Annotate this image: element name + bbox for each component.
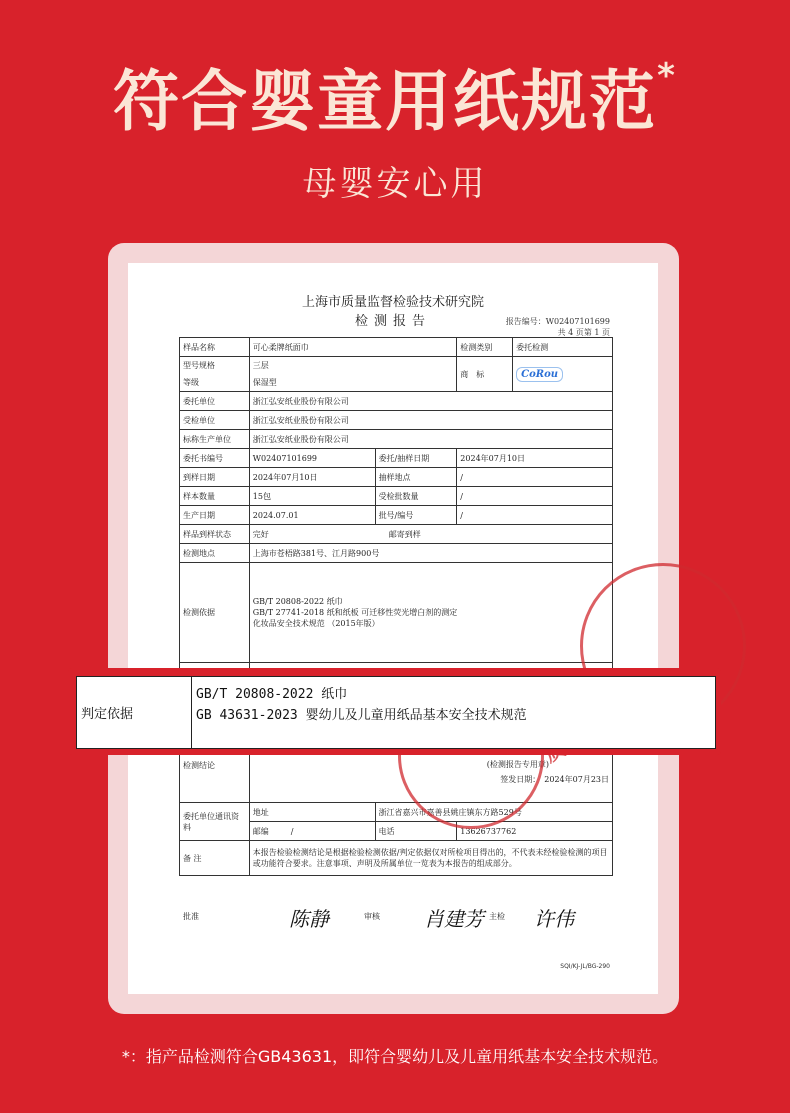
headline: [0, 48, 790, 143]
arrival-date-label: 到样日期: [180, 468, 250, 487]
state-label: 样品到样状态: [180, 525, 250, 544]
sample-name-label: 样品名称: [180, 338, 250, 357]
commission-no-label: 委托书编号: [180, 449, 250, 468]
issue-date: 签发日期： 2024年07月23日: [500, 775, 609, 784]
basis-cell: [249, 563, 612, 663]
client-value: 浙江弘安纸业股份有限公司: [249, 392, 612, 411]
review-signature: 肖建芳: [424, 907, 484, 931]
sample-qty: 15包: [249, 487, 375, 506]
state-cell: [249, 525, 612, 544]
location-label: 检测地点: [180, 544, 250, 563]
commission-no: W02407101699: [249, 449, 375, 468]
basis-line-2: GB/T 27741-2018 纸和纸板 可迁移性荧光增白剂的测定: [252, 608, 458, 617]
producer-label: 标称生产单位: [180, 430, 250, 449]
batch-qty-label: 受检批数量: [375, 487, 457, 506]
remark-value: 本报告检验检测结论是根据检验检测依据/判定依据仅对所检项目得出的，不代表未经检验检测的项目或功能符合要求。注意事项、声明及所属单位一览表为本报告的组成部分。: [249, 841, 612, 876]
subhead: 母婴安心用: [302, 164, 488, 204]
conclusion-label: 检测结论: [180, 728, 250, 803]
main-inspector-label: 主检: [489, 912, 505, 921]
test-type: 委托检测: [513, 338, 613, 357]
main-inspector-signature: 许伟: [534, 907, 574, 931]
headline-text: 符合婴童用纸规范: [113, 63, 658, 140]
grade-value: 保湿型: [252, 378, 277, 387]
basis-label: 检测依据: [180, 563, 250, 663]
review-label: 审核: [364, 912, 380, 921]
remark-label: 备 注: [180, 841, 250, 876]
postcode-value: /: [290, 826, 294, 836]
approve-signature: 陈静: [289, 907, 329, 931]
trademark-label: 商 标: [457, 357, 513, 392]
approve-label: 批准: [183, 912, 199, 921]
trademark-cell: [513, 357, 613, 392]
batch-qty: /: [457, 487, 613, 506]
state-value: 完好: [252, 529, 269, 539]
report-title: 检测报告: [354, 314, 431, 329]
highlight-lines: [192, 677, 527, 748]
basis-line-1: GB/T 20808-2022 纸巾: [252, 597, 343, 606]
highlight-line-1: GB/T 20808-2022 纸巾: [196, 687, 348, 702]
institute-name: 上海市质量监督检验技术研究院: [301, 295, 484, 310]
address-value: 浙江省嘉兴市嘉善县姚庄镇东方路529号: [375, 803, 612, 822]
postcode-cell: [249, 822, 375, 841]
batch-no-label: 批号/编号: [375, 506, 457, 525]
inspected-label: 受检单位: [180, 411, 250, 430]
client-info-label: 委托单位通讯资料: [180, 803, 250, 841]
basis-line-3: 化妆品安全技术规范 （2015年版）: [252, 619, 380, 628]
headline-star: *: [657, 56, 677, 96]
sampling-place: /: [457, 468, 613, 487]
address-label: 地址: [249, 803, 375, 822]
inspected-value: 浙江弘安纸业股份有限公司: [249, 411, 612, 430]
prod-date: 2024.07.01: [249, 506, 375, 525]
stamp-note: (检测报告专用章): [486, 760, 549, 769]
prod-date-label: 生产日期: [180, 506, 250, 525]
form-code: SQI/KJ-JL/BG-290: [560, 963, 610, 970]
brand-logo: CoRou: [516, 367, 563, 382]
highlight-label: 判定依据: [77, 677, 192, 748]
test-report-document: [128, 263, 658, 994]
sampling-place-label: 抽样地点: [375, 468, 457, 487]
commission-date-label: 委托/抽样日期: [375, 449, 457, 468]
delivery-method: 邮寄到样: [388, 529, 421, 539]
highlight-box: [76, 676, 716, 749]
grade-label: 等级: [183, 378, 199, 387]
arrival-date: 2024年07月10日: [249, 468, 375, 487]
test-type-label: 检测类别: [457, 338, 513, 357]
model-value: 三层: [252, 361, 269, 370]
highlight-line-2: GB 43631-2023 婴幼儿及儿童用纸品基本安全技术规范: [196, 708, 527, 723]
report-number: 报告编号：W02407101699: [505, 317, 610, 326]
sample-name: 可心柔牌纸面巾: [249, 338, 457, 357]
postcode-label: 邮编: [252, 826, 269, 836]
producer-value: 浙江弘安纸业股份有限公司: [249, 430, 612, 449]
phone-value: 13626737762: [457, 822, 613, 841]
client-label: 委托单位: [180, 392, 250, 411]
model-label: 型号规格: [183, 361, 215, 370]
commission-date: 2024年07月10日: [457, 449, 613, 468]
page-info: 共 4 页第 1 页: [557, 328, 610, 337]
model-grade-values: [249, 357, 457, 392]
footnote: *：指产品检测符合GB43631，即符合婴幼儿及儿童用纸基本安全技术规范。: [121, 1047, 669, 1066]
batch-no: /: [457, 506, 613, 525]
phone-label: 电话: [375, 822, 457, 841]
model-grade-labels: [180, 357, 250, 392]
sample-qty-label: 样本数量: [180, 487, 250, 506]
report-table: [179, 337, 613, 876]
location-value: 上海市苍梧路381号、江月路900号: [249, 544, 612, 563]
